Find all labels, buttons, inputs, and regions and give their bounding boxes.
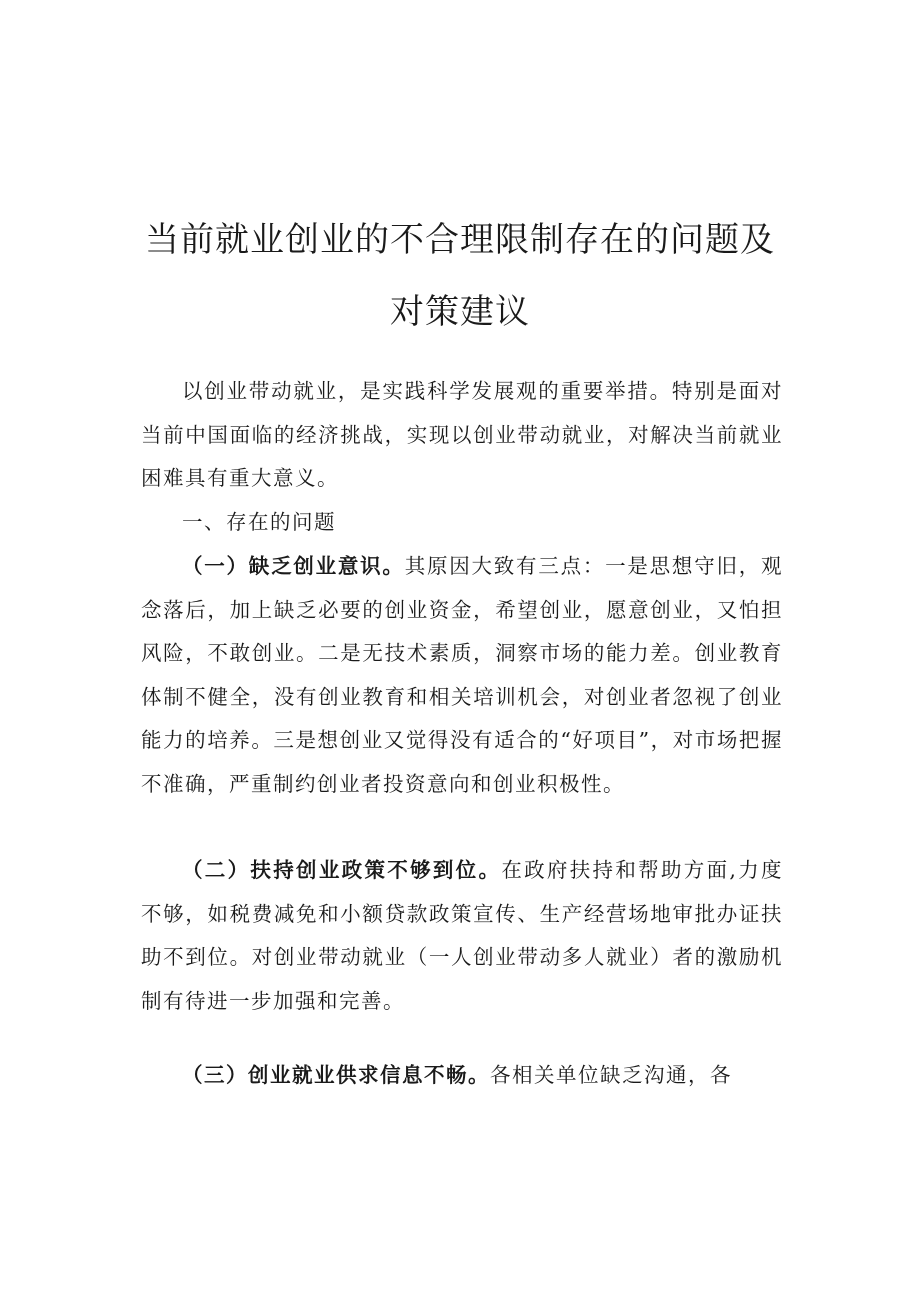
subsection-2-heading: （二）扶持创业政策不够到位。 — [182, 858, 502, 882]
document-title-line-1: 当前就业创业的不合理限制存在的问题及 — [145, 220, 775, 260]
subsection-3-paragraph — [141, 1054, 783, 1098]
subsection-2-paragraph — [141, 849, 783, 1023]
section-heading-problems: 一、存在的问题 — [182, 510, 336, 534]
subsection-3-body: 各相关单位缺乏沟通，各 — [490, 1063, 732, 1087]
subsection-1-paragraph — [141, 545, 783, 806]
subsection-2-body: 在政府扶持和帮助方面,力度不够，如税费减免和小额贷款政策宣传、生产经营场地审批办证扶助不到位。对创业带动就业（一人创业带动多人就业）者的激励机制有待进一步加强和完善。 — [141, 858, 784, 1013]
subsection-1-heading: （一）缺乏创业意识。 — [182, 554, 405, 578]
document-title-line-2: 对策建议 — [390, 292, 530, 332]
intro-paragraph: 以创业带动就业，是实践科学发展观的重要举措。特别是面对当前中国面临的经济挑战，实现以创业带动就业，对解决当前就业困难具有重大意义。 — [141, 379, 783, 490]
subsection-1-body: 其原因大致有三点：一是思想守旧，观念落后，加上缺乏必要的创业资金，希望创业，愿意创业，又怕担风险，不敢创业。二是无技术素质，洞察市场的能力差。创业教育体制不健全，没有创业教育和相关培训机会，对创业者忽视了创业能力的培养。三是想创业又觉得没有适合的“好项目”，对市场把握不准确，严重制约创业者投资意向和创业积极性。 — [141, 554, 784, 796]
subsection-3-heading: （三）创业就业供求信息不畅。 — [182, 1063, 490, 1087]
